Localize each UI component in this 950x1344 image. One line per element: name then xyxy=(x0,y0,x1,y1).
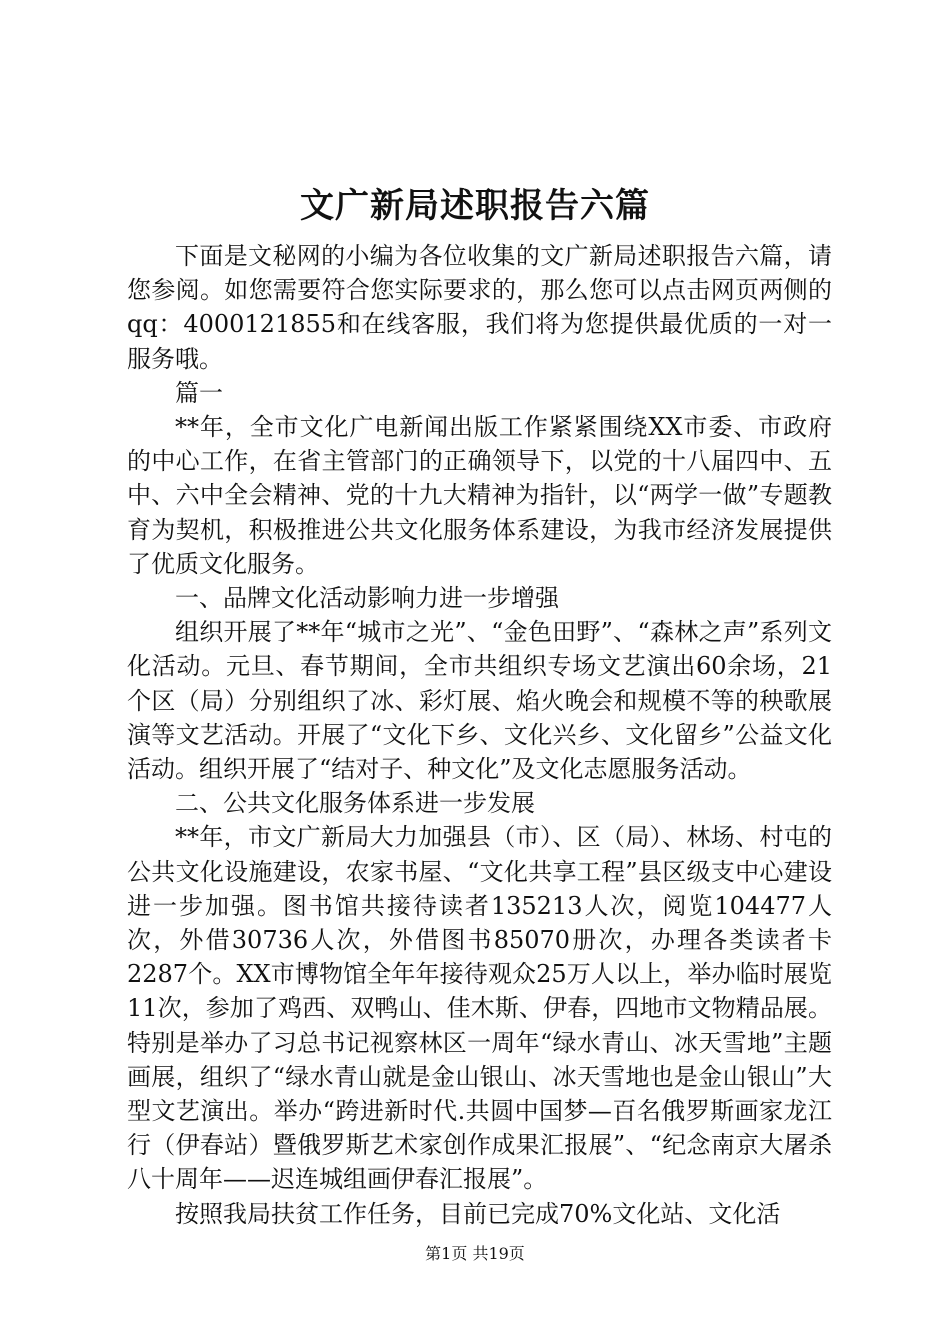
body-paragraph: **年，市文广新局大力加强县（市）、区（局）、林场、村屯的公共文化设施建设，农家书屋、“文化共享工程”县区级支中心建设进一步加强。图书馆共接待读者135213人次，阅览104477人次，外借30736人次，外借图书85070册次，办理各类读者卡2287个。XX市博物馆全年年接待观众25万人以上，举办临时展览11次，参加了鸡西、双鸭山、佳木斯、伊春，四地市文物精品展。特别是举办了习总书记视察林区一周年“绿水青山、冰天雪地”主题画展，组织了“绿水青山就是金山银山、冰天雪地也是金山银山”大型文艺演出。举办“跨进新时代.共圆中国梦—百名俄罗斯画家龙江行（伊春站）暨俄罗斯艺术家创作成果汇报展”、“纪念南京大屠杀八十周年——迟连城组画伊春汇报展”。 xyxy=(127,823,832,1194)
page-footer: 第1页 共19页 xyxy=(425,1244,525,1263)
section-label: 篇一 xyxy=(175,378,223,407)
body-paragraph: **年，全市文化广电新闻出版工作紧紧围绕XX市委、市政府的中心工作，在省主管部门的正确领导下，以党的十八届四中、五中、六中全会精神、党的十九大精神为指针，以“两学一做”专题教育为契机，积极推进公共文化服务体系建设，为我市经济发展提供了优质文化服务。 xyxy=(127,413,832,578)
body-paragraph: 按照我局扶贫工作任务，目前已完成70%文化站、文化活 xyxy=(175,1199,781,1228)
section-heading: 一、品牌文化活动影响力进一步增强 xyxy=(175,584,559,613)
document-body xyxy=(127,239,832,1231)
body-paragraph: 组织开展了**年“城市之光”、“金色田野”、“森林之声”系列文化活动。元旦、春节期间，全市共组织专场文艺演出60余场，21个区（局）分别组织了冰、彩灯展、焰火晚会和规模不等的秧歌展演等文艺活动。开展了“文化下乡、文化兴乡、文化留乡”公益文化活动。组织开展了“结对子、种文化”及文化志愿服务活动。 xyxy=(127,618,832,784)
intro-paragraph: 下面是文秘网的小编为各位收集的文广新局述职报告六篇，请您参阅。如您需要符合您实际要求的，那么您可以点击网页两侧的qq：4000121855和在线客服，我们将为您提供最优质的一对一服务哦。 xyxy=(127,242,832,373)
section-heading: 二、公共文化服务体系进一步发展 xyxy=(175,789,535,818)
document-title: 文广新局述职报告六篇 xyxy=(300,186,650,226)
